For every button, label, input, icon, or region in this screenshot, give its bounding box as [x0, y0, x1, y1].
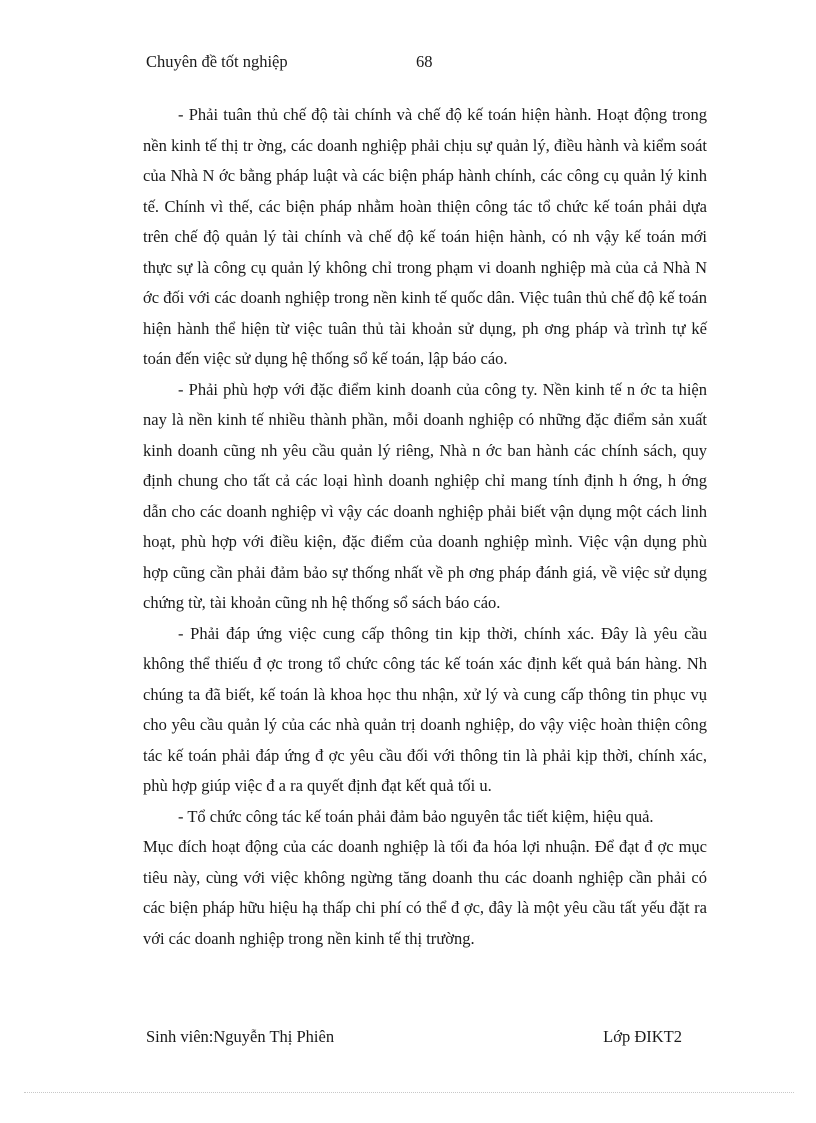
- paragraph-business-fit: - Phải phù hợp với đặc điểm kinh doanh của công ty. Nền kinh tế n ớc ta hiện nay là nền kinh tế nhiều thành phần, mỗi doanh nghiệp có những đặc điểm sản xuất kinh doanh cũng nh yêu cầu quản lý riêng, Nhà n ớc ban hành các chính sách, quy định chung cho tất cả các loại hình doanh nghiệp chỉ mang tính định h ớng, h ớng dẫn cho các doanh nghiệp vì vậy các doanh nghiệp phải biết vận dụng một cách linh hoạt, phù hợp với điều kiện, đặc điểm của doanh nghiệp mình. Việc vận dụng phù hợp cũng cần phải đảm bảo sự thống nhất về ph ơng pháp đánh giá, về việc sử dụng chứng từ, tài khoản cũng nh hệ thống sổ sách báo cáo.: [143, 379, 707, 612]
- paragraph-timely-info: - Phải đáp ứng việc cung cấp thông tin kịp thời, chính xác. Đây là yêu cầu không thể thiếu đ ợc trong tổ chức công tác kế toán xác định kết quả bán hàng. Nh chúng ta đã biết, kế toán là khoa học thu nhận, xử lý và cung cấp thông tin phục vụ cho yêu cầu quản lý của các nhà quản trị doanh nghiệp, do vậy việc hoàn thiện công tác kế toán phải đáp ứng đ ợc yêu cầu đối với thông tin là phải kịp thời, chính xác, phù hợp giúp việc đ a ra quyết định đạt kết quả tối u.: [143, 623, 707, 795]
- class-code: Lớp ĐIKT2: [603, 1027, 682, 1046]
- paragraph-efficiency: - Tổ chức công tác kế toán phải đảm bảo nguyên tắc tiết kiệm, hiệu quả.: [178, 806, 654, 826]
- body-text: [143, 100, 707, 954]
- page-header: [146, 52, 706, 76]
- page-number: 68: [416, 52, 433, 71]
- page-footer: [146, 1027, 682, 1051]
- paragraph-compliance: - Phải tuân thủ chế độ tài chính và chế độ kế toán hiện hành. Hoạt động trong nền kinh tế thị tr ờng, các doanh nghiệp phải chịu sự quản lý, điều hành và kiểm soát của Nhà N ớc bằng pháp luật và các biện pháp hành chính, các công cụ quản lý kinh tế. Chính vì thế, các biện pháp nhằm hoàn thiện công tác tổ chức kế toán phải dựa trên chế độ quản lý tài chính và chế độ kế toán hiện hành, có nh vậy kế toán mới thực sự là công cụ quản lý không chỉ trong phạm vi doanh nghiệp mà của cả Nhà N ớc đối với các doanh nghiệp trong nền kinh tế quốc dân. Việc tuân thủ chế độ kế toán hiện hành thể hiện từ việc tuân thủ tài khoản sử dụng, ph ơng pháp và trình tự kế toán đến việc sử dụng hệ thống sổ kế toán, lập báo cáo.: [143, 105, 707, 368]
- document-title: Chuyên đề tốt nghiệp: [146, 52, 288, 71]
- page-bottom-divider: [24, 1092, 794, 1093]
- paragraph-profit-goal: Mục đích hoạt động của các doanh nghiệp là tối đa hóa lợi nhuận. Để đạt đ ợc mục tiêu này, cùng với việc không ngừng tăng doanh thu các doanh nghiệp cần phải có các biện pháp hữu hiệu hạ thấp chi phí có thể đ ợc, đây là một yêu cầu tất yếu đặt ra với các doanh nghiệp trong nền kinh tế thị trường.: [143, 837, 707, 948]
- student-name: Sinh viên:Nguyễn Thị Phiên: [146, 1027, 335, 1046]
